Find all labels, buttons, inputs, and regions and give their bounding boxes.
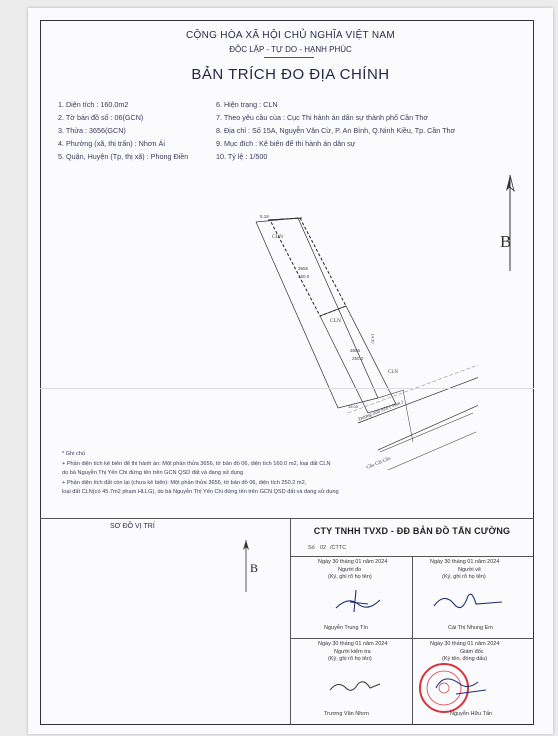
signature-3-icon bbox=[324, 672, 384, 698]
sig4-name: Nguyễn Hữu Tấn bbox=[450, 711, 493, 717]
north-label: B bbox=[500, 232, 512, 251]
survey-sheet bbox=[28, 8, 553, 734]
land-label-1: CLN bbox=[272, 234, 283, 240]
info-status: 6. Hiện trạng : CLN bbox=[216, 100, 278, 109]
company-so-value: 02 bbox=[320, 545, 327, 551]
company-so-suffix: /CTTC bbox=[330, 545, 347, 551]
parcel2-number: 3656 bbox=[350, 348, 361, 353]
company-name: CTY TNHH TVXD - ĐĐ BẢN ĐỒ TẤN CƯỜNG bbox=[313, 526, 511, 536]
location-label: SƠ ĐỒ VỊ TRÍ bbox=[110, 523, 155, 530]
sig3-date: Ngày 30 tháng 01 năm 2024 bbox=[318, 641, 388, 647]
bridge-label: Cầu Cái Cầu bbox=[366, 456, 392, 471]
parcel2-area: 250.2 bbox=[352, 356, 364, 361]
sig2-date: Ngày 30 tháng 01 năm 2024 bbox=[430, 559, 500, 565]
dim-top: 5.18 bbox=[260, 214, 269, 219]
note-line: do bà Nguyễn Thị Yến Chi đứng tên trên GCN QSD đất và đang sử dụng bbox=[62, 470, 244, 476]
land-label-3: CLN bbox=[388, 370, 398, 375]
motto-header: ĐỘC LẬP - TỰ DO - HẠNH PHÚC bbox=[229, 45, 352, 54]
location-north-arrow-icon bbox=[240, 538, 252, 594]
page-title: BẢN TRÍCH ĐO ĐỊA CHÍNH bbox=[191, 66, 390, 83]
parcel1-number: 3656 bbox=[298, 266, 309, 271]
info-area: 1. Diện tích : 160.0m2 bbox=[58, 100, 129, 109]
sig1-name: Nguyễn Trung Tín bbox=[324, 625, 368, 631]
sig1-date: Ngày 30 tháng 01 năm 2024 bbox=[318, 559, 388, 565]
location-north-label: B bbox=[250, 561, 259, 575]
sig4-note: (Ký tên, đóng dấu) bbox=[442, 656, 488, 662]
signature-1-icon bbox=[328, 586, 388, 616]
signature-2-icon bbox=[428, 586, 508, 618]
company-stamp-icon bbox=[416, 660, 502, 716]
side-dimension: 15.00 bbox=[348, 404, 359, 409]
fold-line bbox=[40, 388, 534, 389]
north-arrow-icon bbox=[498, 173, 522, 273]
sig2-name: Cái Thị Nhung Em bbox=[448, 625, 493, 631]
sig3-note: (Ký, ghi rõ họ tên) bbox=[328, 656, 372, 662]
note-line: + Phần diện tích đất còn lại (chưa kê biên): Một phần thửa 3656, tờ bản đồ 06, diện tích 250.2 m2, bbox=[62, 480, 307, 486]
info-purpose: 9. Mục đích : Kê biên để thi hành án dân sự bbox=[216, 139, 356, 148]
section-divider bbox=[40, 518, 534, 519]
country-header: CỘNG HÒA XÃ HỘI CHỦ NGHĨA VIỆT NAM bbox=[186, 30, 395, 41]
note-line: + Phần diện tích kê biên để thi hành án: Một phần thửa 3656, tờ bản đồ 06, diện tích 160.0 m2, loại đất CLN bbox=[62, 461, 331, 467]
info-ward: 4. Phường (xã, thị trấn) : Nhơn Ái bbox=[58, 139, 165, 148]
sig2-role: Người vẽ bbox=[458, 567, 481, 573]
sig4-date: Ngày 30 tháng 01 năm 2024 bbox=[430, 641, 500, 647]
vertical-divider bbox=[290, 518, 291, 725]
note-line: loại đất CLN(có 45.7m2 phạm HLLG), do bà Nguyễn Thị Yến Chi đứng tên trên GCN QSD đất và đang sử dụng bbox=[62, 489, 339, 495]
sig4-role: Giám đốc bbox=[460, 649, 484, 655]
parcel1-area: 160.0 bbox=[298, 274, 310, 279]
info-map-sheet: 2. Tờ bản đồ số : 06(GCN) bbox=[58, 113, 144, 122]
signature-vertical-divider bbox=[412, 556, 413, 725]
info-address: 8. Địa chỉ : Số 15A, Nguyễn Văn Cừ, P. An Bình, Q.Ninh Kiều, Tp. Cần Thơ bbox=[216, 126, 456, 135]
sig1-role: Người đo bbox=[338, 567, 362, 573]
header-underline bbox=[264, 57, 314, 58]
info-parcel: 3. Thửa : 3656(GCN) bbox=[58, 126, 126, 135]
sig3-name: Trương Văn Nhơn bbox=[324, 711, 369, 717]
land-label-2: CLN bbox=[330, 318, 341, 324]
info-scale: 10. Tỷ lệ : 1/500 bbox=[216, 152, 268, 161]
sig2-note: (Ký, ghi rõ họ tên) bbox=[442, 574, 486, 580]
notes-heading: * Ghi chú bbox=[62, 451, 86, 457]
info-requester: 7. Theo yêu cầu của : Cục Thi hành án dân sự thành phố Cần Thơ bbox=[216, 113, 429, 122]
dim-side: 14.30 bbox=[370, 333, 376, 344]
info-district: 5. Quận, Huyện (Tp, thị xã) : Phong Điền bbox=[58, 152, 189, 161]
sig3-role: Người kiểm tra bbox=[334, 649, 371, 655]
signature-row-divider bbox=[290, 638, 534, 639]
road-label: Đường tỉnh 926 ( 16m ) bbox=[358, 400, 405, 423]
company-so-label: Số bbox=[308, 545, 315, 551]
sig1-note: (Ký, ghi rõ họ tên) bbox=[328, 574, 372, 580]
